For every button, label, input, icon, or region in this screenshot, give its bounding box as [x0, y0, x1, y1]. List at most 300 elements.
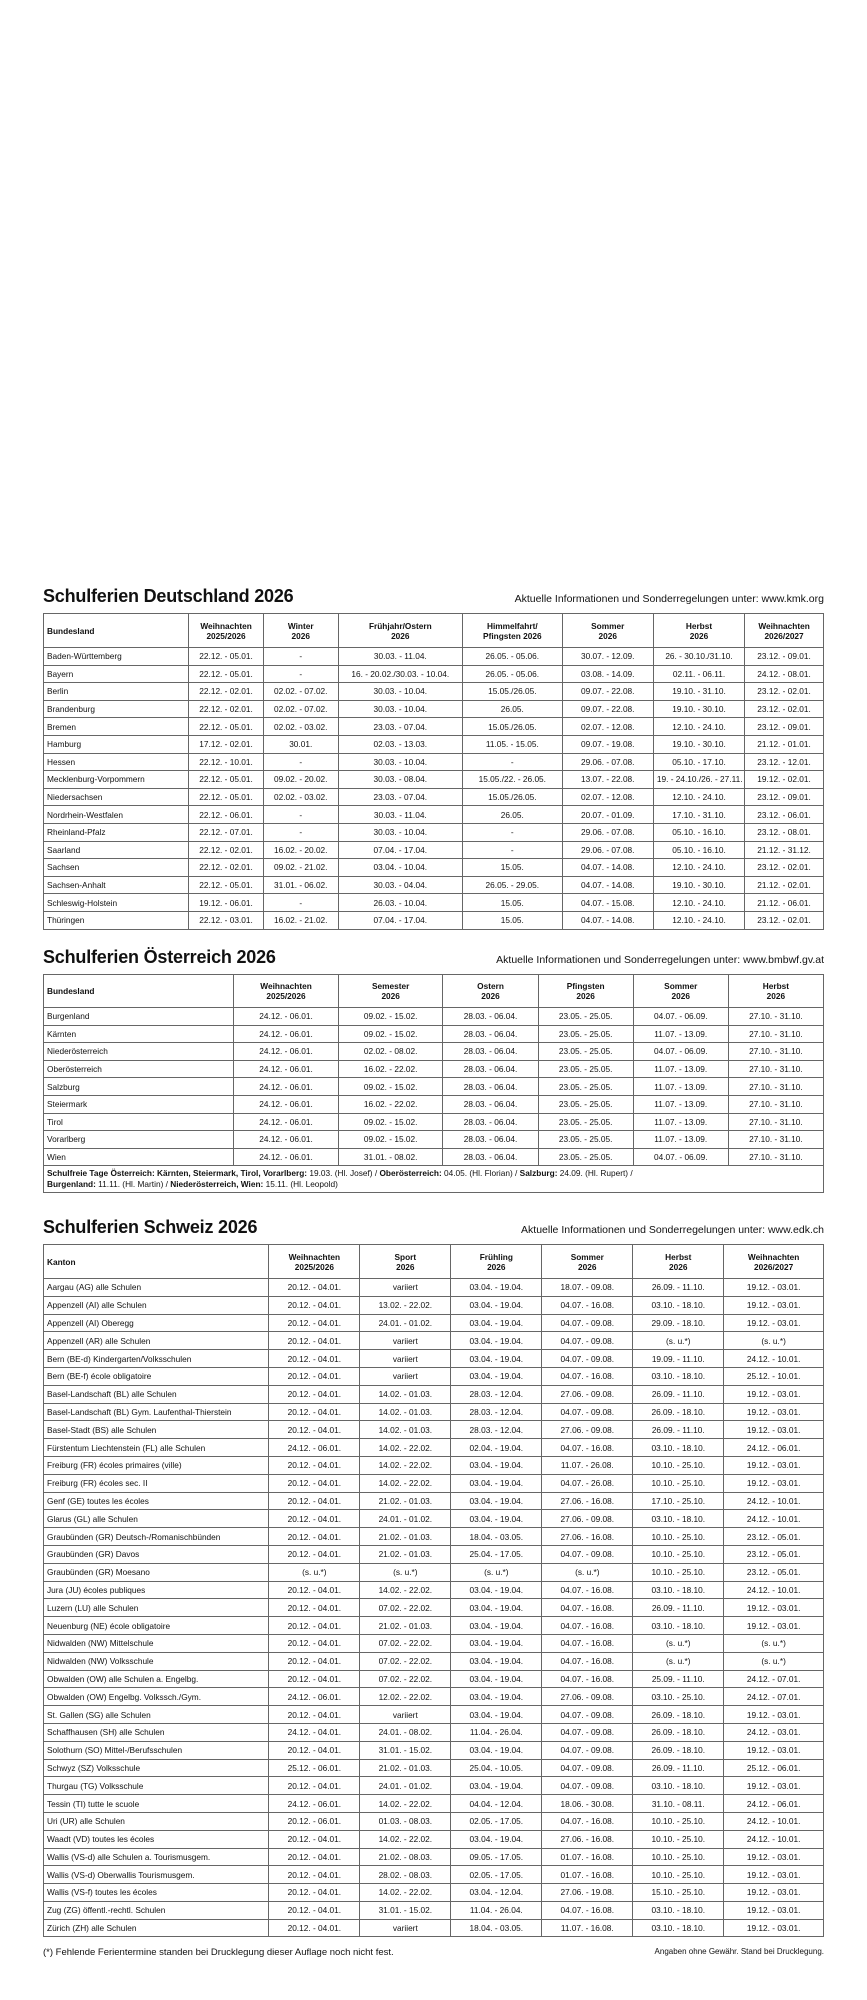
region-cell: Appenzell (AR) alle Schulen [44, 1332, 269, 1350]
date-cell: 22.12. - 05.01. [189, 771, 264, 789]
date-cell: 19.12. - 03.01. [724, 1474, 824, 1492]
region-cell: Nidwalden (NW) Volksschule [44, 1652, 269, 1670]
region-cell: Thüringen [44, 911, 189, 929]
date-cell: 10.10. - 25.10. [633, 1830, 724, 1848]
date-cell: 02.02. - 03.02. [263, 718, 338, 736]
date-cell: 27.10. - 31.10. [728, 1131, 823, 1149]
date-cell: 11.07. - 16.08. [542, 1919, 633, 1937]
date-cell: 27.06. - 16.08. [542, 1492, 633, 1510]
region-cell: Zug (ZG) öffentl.-rechtl. Schulen [44, 1901, 269, 1919]
date-cell: variiert [360, 1279, 451, 1297]
region-cell: Nordrhein-Westfalen [44, 806, 189, 824]
date-cell: 11.04. - 26.04. [451, 1723, 542, 1741]
date-cell: 10.10. - 25.10. [633, 1545, 724, 1563]
date-cell: 04.07. - 16.08. [542, 1670, 633, 1688]
date-cell: variiert [360, 1332, 451, 1350]
date-cell: 29.06. - 07.08. [562, 753, 653, 771]
table-row [44, 718, 824, 736]
date-cell: 19.12. - 06.01. [189, 894, 264, 912]
date-cell: 27.10. - 31.10. [728, 1043, 823, 1061]
region-cell: Aargau (AG) alle Schulen [44, 1279, 269, 1297]
date-cell: 23.12. - 02.01. [745, 859, 824, 877]
table-row [44, 1131, 824, 1149]
table-row [44, 1652, 824, 1670]
date-cell: 11.07. - 26.08. [542, 1456, 633, 1474]
date-cell: 20.12. - 04.01. [269, 1866, 360, 1884]
date-cell: 15.05. [463, 911, 563, 929]
date-cell: 04.07. - 16.08. [542, 1617, 633, 1635]
date-cell: 19.12. - 03.01. [724, 1919, 824, 1937]
date-cell: 14.02. - 01.03. [360, 1421, 451, 1439]
date-cell: variiert [360, 1367, 451, 1385]
date-cell: (s. u.*) [633, 1652, 724, 1670]
date-cell: 04.07. - 09.08. [542, 1759, 633, 1777]
table-row [44, 1670, 824, 1688]
date-cell: (s. u.*) [633, 1332, 724, 1350]
region-cell: Waadt (VD) toutes les écoles [44, 1830, 269, 1848]
date-cell: 14.02. - 22.02. [360, 1474, 451, 1492]
region-cell: Mecklenburg-Vorpommern [44, 771, 189, 789]
table-row [44, 1599, 824, 1617]
date-cell: 23.03. - 07.04. [338, 718, 462, 736]
date-cell: 20.12. - 04.01. [269, 1919, 360, 1937]
date-cell: 20.12. - 04.01. [269, 1474, 360, 1492]
date-cell: 23.12. - 02.01. [745, 700, 824, 718]
date-cell: 02.07. - 12.08. [562, 718, 653, 736]
date-cell: 03.10. - 18.10. [633, 1510, 724, 1528]
date-cell: 23.05. - 25.05. [538, 1043, 633, 1061]
date-cell: 30.03. - 10.04. [338, 753, 462, 771]
column-header: Sommer 2026 [562, 614, 653, 648]
table-row [44, 1706, 824, 1724]
date-cell: 03.04. - 19.04. [451, 1581, 542, 1599]
table-row [44, 1545, 824, 1563]
date-cell: 03.10. - 25.10. [633, 1688, 724, 1706]
germany-header-row [44, 614, 824, 648]
region-cell: Niedersachsen [44, 788, 189, 806]
date-cell: 27.10. - 31.10. [728, 1060, 823, 1078]
date-cell: variiert [360, 1350, 451, 1368]
date-cell: 04.07. - 06.09. [633, 1008, 728, 1026]
region-cell: Berlin [44, 683, 189, 701]
table-row [44, 1812, 824, 1830]
date-cell: 15.05./26.05. [463, 683, 563, 701]
region-cell: Freiburg (FR) écoles sec. II [44, 1474, 269, 1492]
table-row [44, 911, 824, 929]
date-cell: 09.02. - 15.02. [338, 1113, 443, 1131]
date-cell: 19.12. - 03.01. [724, 1279, 824, 1297]
date-cell: 23.12. - 05.01. [724, 1528, 824, 1546]
region-cell: Glarus (GL) alle Schulen [44, 1510, 269, 1528]
date-cell: 12.10. - 24.10. [653, 894, 744, 912]
date-cell: 23.12. - 02.01. [745, 911, 824, 929]
date-cell: 02.05. - 17.05. [451, 1866, 542, 1884]
date-cell: (s. u.*) [542, 1563, 633, 1581]
date-cell: 25.09. - 11.10. [633, 1670, 724, 1688]
table-row [44, 1563, 824, 1581]
table-row [44, 1901, 824, 1919]
table-row [44, 1043, 824, 1061]
date-cell: 23.12. - 09.01. [745, 718, 824, 736]
date-cell: 17.12. - 02.01. [189, 735, 264, 753]
date-cell: 29.06. - 07.08. [562, 823, 653, 841]
date-cell: 07.04. - 17.04. [338, 841, 462, 859]
date-cell: 11.07. - 13.09. [633, 1060, 728, 1078]
date-cell: 07.04. - 17.04. [338, 911, 462, 929]
date-cell: 09.02. - 15.02. [338, 1025, 443, 1043]
date-cell: 20.07. - 01.09. [562, 806, 653, 824]
date-cell: 10.10. - 25.10. [633, 1866, 724, 1884]
region-cell: Appenzell (AI) Oberegg [44, 1314, 269, 1332]
footer-disclaimer: Angaben ohne Gewähr. Stand bei Drucklegung. [654, 1947, 824, 1956]
table-row [44, 1866, 824, 1884]
region-cell: Neuenburg (NE) école obligatoire [44, 1617, 269, 1635]
date-cell: 24.12. - 06.01. [269, 1688, 360, 1706]
table-row [44, 1688, 824, 1706]
date-cell: (s. u.*) [724, 1332, 824, 1350]
date-cell: 03.10. - 18.10. [633, 1581, 724, 1599]
date-cell: 24.12. - 07.01. [724, 1688, 824, 1706]
date-cell: 03.08. - 14.09. [562, 665, 653, 683]
date-cell: 12.02. - 22.02. [360, 1688, 451, 1706]
date-cell: 04.07. - 09.08. [542, 1403, 633, 1421]
date-cell: 20.12. - 04.01. [269, 1279, 360, 1297]
column-header: Himmelfahrt/ Pfingsten 2026 [463, 614, 563, 648]
date-cell: 29.06. - 07.08. [562, 841, 653, 859]
date-cell: 20.12. - 04.01. [269, 1777, 360, 1795]
date-cell: 15.05. [463, 859, 563, 877]
date-cell: 03.04. - 19.04. [451, 1367, 542, 1385]
date-cell: 04.07. - 16.08. [542, 1652, 633, 1670]
table-row [44, 1095, 824, 1113]
date-cell: 11.04. - 26.04. [451, 1901, 542, 1919]
date-cell: 22.12. - 03.01. [189, 911, 264, 929]
date-cell: 22.12. - 02.01. [189, 841, 264, 859]
date-cell: 31.10. - 08.11. [633, 1795, 724, 1813]
date-cell: 22.12. - 07.01. [189, 823, 264, 841]
germany-header [43, 586, 824, 610]
region-cell: Schwyz (SZ) Volksschule [44, 1759, 269, 1777]
date-cell: 12.10. - 24.10. [653, 911, 744, 929]
date-cell: 03.04. - 19.04. [451, 1314, 542, 1332]
austria-section [43, 947, 824, 1193]
date-cell: 31.01. - 06.02. [263, 876, 338, 894]
region-cell: Bern (BE-d) Kindergarten/Volksschulen [44, 1350, 269, 1368]
date-cell: 28.03. - 06.04. [443, 1148, 538, 1166]
date-cell: 05.10. - 16.10. [653, 841, 744, 859]
date-cell: 19.12. - 03.01. [724, 1385, 824, 1403]
date-cell: 26.09. - 11.10. [633, 1759, 724, 1777]
region-cell: Graubünden (GR) Davos [44, 1545, 269, 1563]
date-cell: 26.09. - 18.10. [633, 1403, 724, 1421]
date-cell: 26.09. - 11.10. [633, 1385, 724, 1403]
date-cell: 20.12. - 04.01. [269, 1456, 360, 1474]
date-cell: 19.10. - 30.10. [653, 700, 744, 718]
date-cell: 22.12. - 02.01. [189, 700, 264, 718]
austria-table [43, 974, 824, 1193]
region-cell: Sachsen [44, 859, 189, 877]
date-cell: 20.12. - 04.01. [269, 1332, 360, 1350]
date-cell: 27.06. - 09.08. [542, 1385, 633, 1403]
date-cell: 13.07. - 22.08. [562, 771, 653, 789]
date-cell: 14.02. - 22.02. [360, 1795, 451, 1813]
column-header: Ostern 2026 [443, 975, 538, 1008]
date-cell: 03.10. - 18.10. [633, 1439, 724, 1457]
date-cell: 30.03. - 08.04. [338, 771, 462, 789]
date-cell: 20.12. - 04.01. [269, 1350, 360, 1368]
region-cell: Fürstentum Liechtenstein (FL) alle Schulen [44, 1439, 269, 1457]
date-cell: 27.10. - 31.10. [728, 1148, 823, 1166]
table-row [44, 1008, 824, 1026]
table-row [44, 1148, 824, 1166]
date-cell: 30.03. - 10.04. [338, 700, 462, 718]
date-cell: - [263, 648, 338, 666]
date-cell: 02.11. - 06.11. [653, 665, 744, 683]
date-cell: 05.10. - 16.10. [653, 823, 744, 841]
date-cell: 24.12. - 06.01. [234, 1131, 339, 1149]
region-cell: Luzern (LU) alle Schulen [44, 1599, 269, 1617]
column-header: Sport 2026 [360, 1245, 451, 1279]
date-cell: 20.12. - 04.01. [269, 1670, 360, 1688]
date-cell: 14.02. - 22.02. [360, 1581, 451, 1599]
date-cell: 22.12. - 05.01. [189, 718, 264, 736]
date-cell: 24.12. - 06.01. [234, 1095, 339, 1113]
region-cell: Hessen [44, 753, 189, 771]
region-cell: Jura (JU) écoles publiques [44, 1581, 269, 1599]
date-cell: 27.06. - 09.08. [542, 1421, 633, 1439]
column-header: Weihnachten 2026/2027 [724, 1245, 824, 1279]
date-cell: 18.07. - 09.08. [542, 1279, 633, 1297]
date-cell: 22.12. - 10.01. [189, 753, 264, 771]
date-cell: 03.04. - 19.04. [451, 1296, 542, 1314]
date-cell: 30.03. - 10.04. [338, 823, 462, 841]
date-cell: 11.07. - 13.09. [633, 1131, 728, 1149]
date-cell: 22.12. - 05.01. [189, 876, 264, 894]
region-cell: Thurgau (TG) Volksschule [44, 1777, 269, 1795]
date-cell: 20.12. - 04.01. [269, 1634, 360, 1652]
austria-header-row [44, 975, 824, 1008]
table-row [44, 1078, 824, 1096]
date-cell: 04.07. - 06.09. [633, 1148, 728, 1166]
date-cell: 27.10. - 31.10. [728, 1113, 823, 1131]
date-cell: 24.01. - 01.02. [360, 1777, 451, 1795]
table-row [44, 648, 824, 666]
date-cell: variiert [360, 1706, 451, 1724]
table-row [44, 1634, 824, 1652]
date-cell: 27.10. - 31.10. [728, 1025, 823, 1043]
date-cell: 28.03. - 06.04. [443, 1043, 538, 1061]
date-cell: 19.12. - 03.01. [724, 1777, 824, 1795]
date-cell: 28.02. - 08.03. [360, 1866, 451, 1884]
date-cell: 19.12. - 03.01. [724, 1617, 824, 1635]
date-cell: 12.10. - 24.10. [653, 788, 744, 806]
date-cell: 04.07. - 14.08. [562, 859, 653, 877]
austria-info: Aktuelle Informationen und Sonderregelungen unter: www.bmbwf.gv.at [496, 954, 824, 966]
region-cell: Wallis (VS-d) alle Schulen a. Tourismusgem. [44, 1848, 269, 1866]
date-cell: 23.12. - 05.01. [724, 1563, 824, 1581]
column-header: Herbst 2026 [633, 1245, 724, 1279]
date-cell: 31.01. - 15.02. [360, 1901, 451, 1919]
date-cell: 19.10. - 31.10. [653, 683, 744, 701]
region-cell: Appenzell (AI) alle Schulen [44, 1296, 269, 1314]
date-cell: 23.12. - 02.01. [745, 683, 824, 701]
date-cell: 21.02. - 01.03. [360, 1617, 451, 1635]
date-cell: 24.12. - 10.01. [724, 1581, 824, 1599]
date-cell: 15.05./26.05. [463, 718, 563, 736]
date-cell: 04.07. - 16.08. [542, 1599, 633, 1617]
date-cell: 03.04. - 19.04. [451, 1706, 542, 1724]
date-cell: 10.10. - 25.10. [633, 1848, 724, 1866]
date-cell: 09.07. - 22.08. [562, 700, 653, 718]
date-cell: 20.12. - 04.01. [269, 1385, 360, 1403]
date-cell: 02.02. - 08.02. [338, 1043, 443, 1061]
date-cell: 19.12. - 03.01. [724, 1866, 824, 1884]
date-cell: 04.07. - 16.08. [542, 1634, 633, 1652]
region-cell: Rheinland-Pfalz [44, 823, 189, 841]
date-cell: 28.03. - 06.04. [443, 1078, 538, 1096]
date-cell: - [463, 823, 563, 841]
switzerland-table [43, 1244, 824, 1937]
footer [43, 1947, 824, 1958]
date-cell: 04.04. - 12.04. [451, 1795, 542, 1813]
region-cell: Sachsen-Anhalt [44, 876, 189, 894]
date-cell: 02.02. - 03.02. [263, 788, 338, 806]
date-cell: 16. - 20.02./30.03. - 10.04. [338, 665, 462, 683]
date-cell: 11.05. - 15.05. [463, 735, 563, 753]
date-cell: 18.04. - 03.05. [451, 1919, 542, 1937]
date-cell: - [263, 823, 338, 841]
date-cell: 14.02. - 22.02. [360, 1884, 451, 1902]
germany-section [43, 586, 824, 930]
date-cell: 23.03. - 07.04. [338, 788, 462, 806]
date-cell: 19.12. - 03.01. [724, 1421, 824, 1439]
austria-header [43, 947, 824, 971]
table-row [44, 1439, 824, 1457]
date-cell: 04.07. - 26.08. [542, 1474, 633, 1492]
table-row [44, 841, 824, 859]
date-cell: (s. u.*) [360, 1563, 451, 1581]
date-cell: 03.10. - 18.10. [633, 1901, 724, 1919]
date-cell: 10.10. - 25.10. [633, 1456, 724, 1474]
date-cell: - [263, 894, 338, 912]
table-row [44, 1777, 824, 1795]
date-cell: 14.02. - 22.02. [360, 1456, 451, 1474]
date-cell: 14.02. - 01.03. [360, 1403, 451, 1421]
note-text-4: 11.11. (Hl. Martin) / [95, 1179, 171, 1190]
date-cell: 03.04. - 19.04. [451, 1510, 542, 1528]
date-cell: 24.12. - 06.01. [234, 1043, 339, 1061]
switzerland-section [43, 1217, 824, 1937]
germany-info: Aktuelle Informationen und Sonderregelungen unter: www.kmk.org [514, 593, 824, 605]
table-row [44, 1510, 824, 1528]
date-cell: 23.05. - 25.05. [538, 1008, 633, 1026]
date-cell: 20.12. - 04.01. [269, 1652, 360, 1670]
note-bold-3: Salzburg: [519, 1168, 558, 1179]
table-row [44, 1060, 824, 1078]
date-cell: 24.12. - 08.01. [745, 665, 824, 683]
date-cell: 19.10. - 30.10. [653, 735, 744, 753]
column-header: Bundesland [44, 975, 234, 1008]
date-cell: 23.12. - 09.01. [745, 648, 824, 666]
date-cell: 20.12. - 04.01. [269, 1581, 360, 1599]
date-cell: 20.12. - 04.01. [269, 1901, 360, 1919]
date-cell: 26.09. - 11.10. [633, 1421, 724, 1439]
table-row [44, 1884, 824, 1902]
date-cell: 24.01. - 01.02. [360, 1510, 451, 1528]
date-cell: 26.05. - 29.05. [463, 876, 563, 894]
date-cell: (s. u.*) [633, 1634, 724, 1652]
date-cell: 23.12. - 06.01. [745, 806, 824, 824]
region-cell: Steiermark [44, 1095, 234, 1113]
date-cell: 19.12. - 03.01. [724, 1314, 824, 1332]
region-cell: Salzburg [44, 1078, 234, 1096]
note-bold-4: Burgenland: [47, 1179, 96, 1190]
region-cell: Brandenburg [44, 700, 189, 718]
note-bold-5: Niederösterreich, Wien: [170, 1179, 264, 1190]
date-cell: 24.12. - 06.01. [234, 1078, 339, 1096]
date-cell: 04.07. - 06.09. [633, 1043, 728, 1061]
date-cell: 11.07. - 13.09. [633, 1113, 728, 1131]
date-cell: 24.12. - 10.01. [724, 1510, 824, 1528]
date-cell: 23.12. - 09.01. [745, 788, 824, 806]
date-cell: 09.02. - 20.02. [263, 771, 338, 789]
region-cell: Hamburg [44, 735, 189, 753]
note-text-5: 15.11. (Hl. Leopold) [263, 1179, 338, 1190]
date-cell: 19.12. - 03.01. [724, 1848, 824, 1866]
date-cell: 03.04. - 19.04. [451, 1777, 542, 1795]
date-cell: (s. u.*) [724, 1634, 824, 1652]
austria-note [44, 1166, 824, 1193]
date-cell: 03.10. - 18.10. [633, 1919, 724, 1937]
region-cell: Freiburg (FR) écoles primaires (ville) [44, 1456, 269, 1474]
date-cell: 27.06. - 16.08. [542, 1830, 633, 1848]
date-cell: 19.09. - 11.10. [633, 1350, 724, 1368]
date-cell: 04.07. - 09.08. [542, 1777, 633, 1795]
date-cell: 24.01. - 01.02. [360, 1314, 451, 1332]
table-row [44, 1332, 824, 1350]
date-cell: 04.07. - 16.08. [542, 1439, 633, 1457]
date-cell: 15.05. [463, 894, 563, 912]
table-row [44, 823, 824, 841]
date-cell: 20.12. - 04.01. [269, 1528, 360, 1546]
date-cell: 17.10. - 31.10. [653, 806, 744, 824]
date-cell: 24.12. - 06.01. [724, 1795, 824, 1813]
column-header: Weihnachten 2025/2026 [189, 614, 264, 648]
date-cell: 20.12. - 04.01. [269, 1884, 360, 1902]
region-cell: Tirol [44, 1113, 234, 1131]
table-row [44, 1759, 824, 1777]
table-row [44, 1474, 824, 1492]
date-cell: 24.12. - 06.01. [269, 1439, 360, 1457]
table-row [44, 859, 824, 877]
table-row [44, 1296, 824, 1314]
date-cell: 09.02. - 15.02. [338, 1078, 443, 1096]
region-cell: Bremen [44, 718, 189, 736]
table-row [44, 1723, 824, 1741]
date-cell: 19.12. - 03.01. [724, 1741, 824, 1759]
date-cell: 19.10. - 30.10. [653, 876, 744, 894]
date-cell: - [263, 665, 338, 683]
date-cell: 03.10. - 18.10. [633, 1617, 724, 1635]
date-cell: 25.12. - 06.01. [724, 1759, 824, 1777]
date-cell: 10.10. - 25.10. [633, 1563, 724, 1581]
date-cell: 22.12. - 05.01. [189, 788, 264, 806]
date-cell: 24.12. - 10.01. [724, 1830, 824, 1848]
date-cell: 21.12. - 02.01. [745, 876, 824, 894]
date-cell: 28.03. - 06.04. [443, 1060, 538, 1078]
date-cell: 14.02. - 22.02. [360, 1439, 451, 1457]
column-header: Weihnachten 2025/2026 [269, 1245, 360, 1279]
